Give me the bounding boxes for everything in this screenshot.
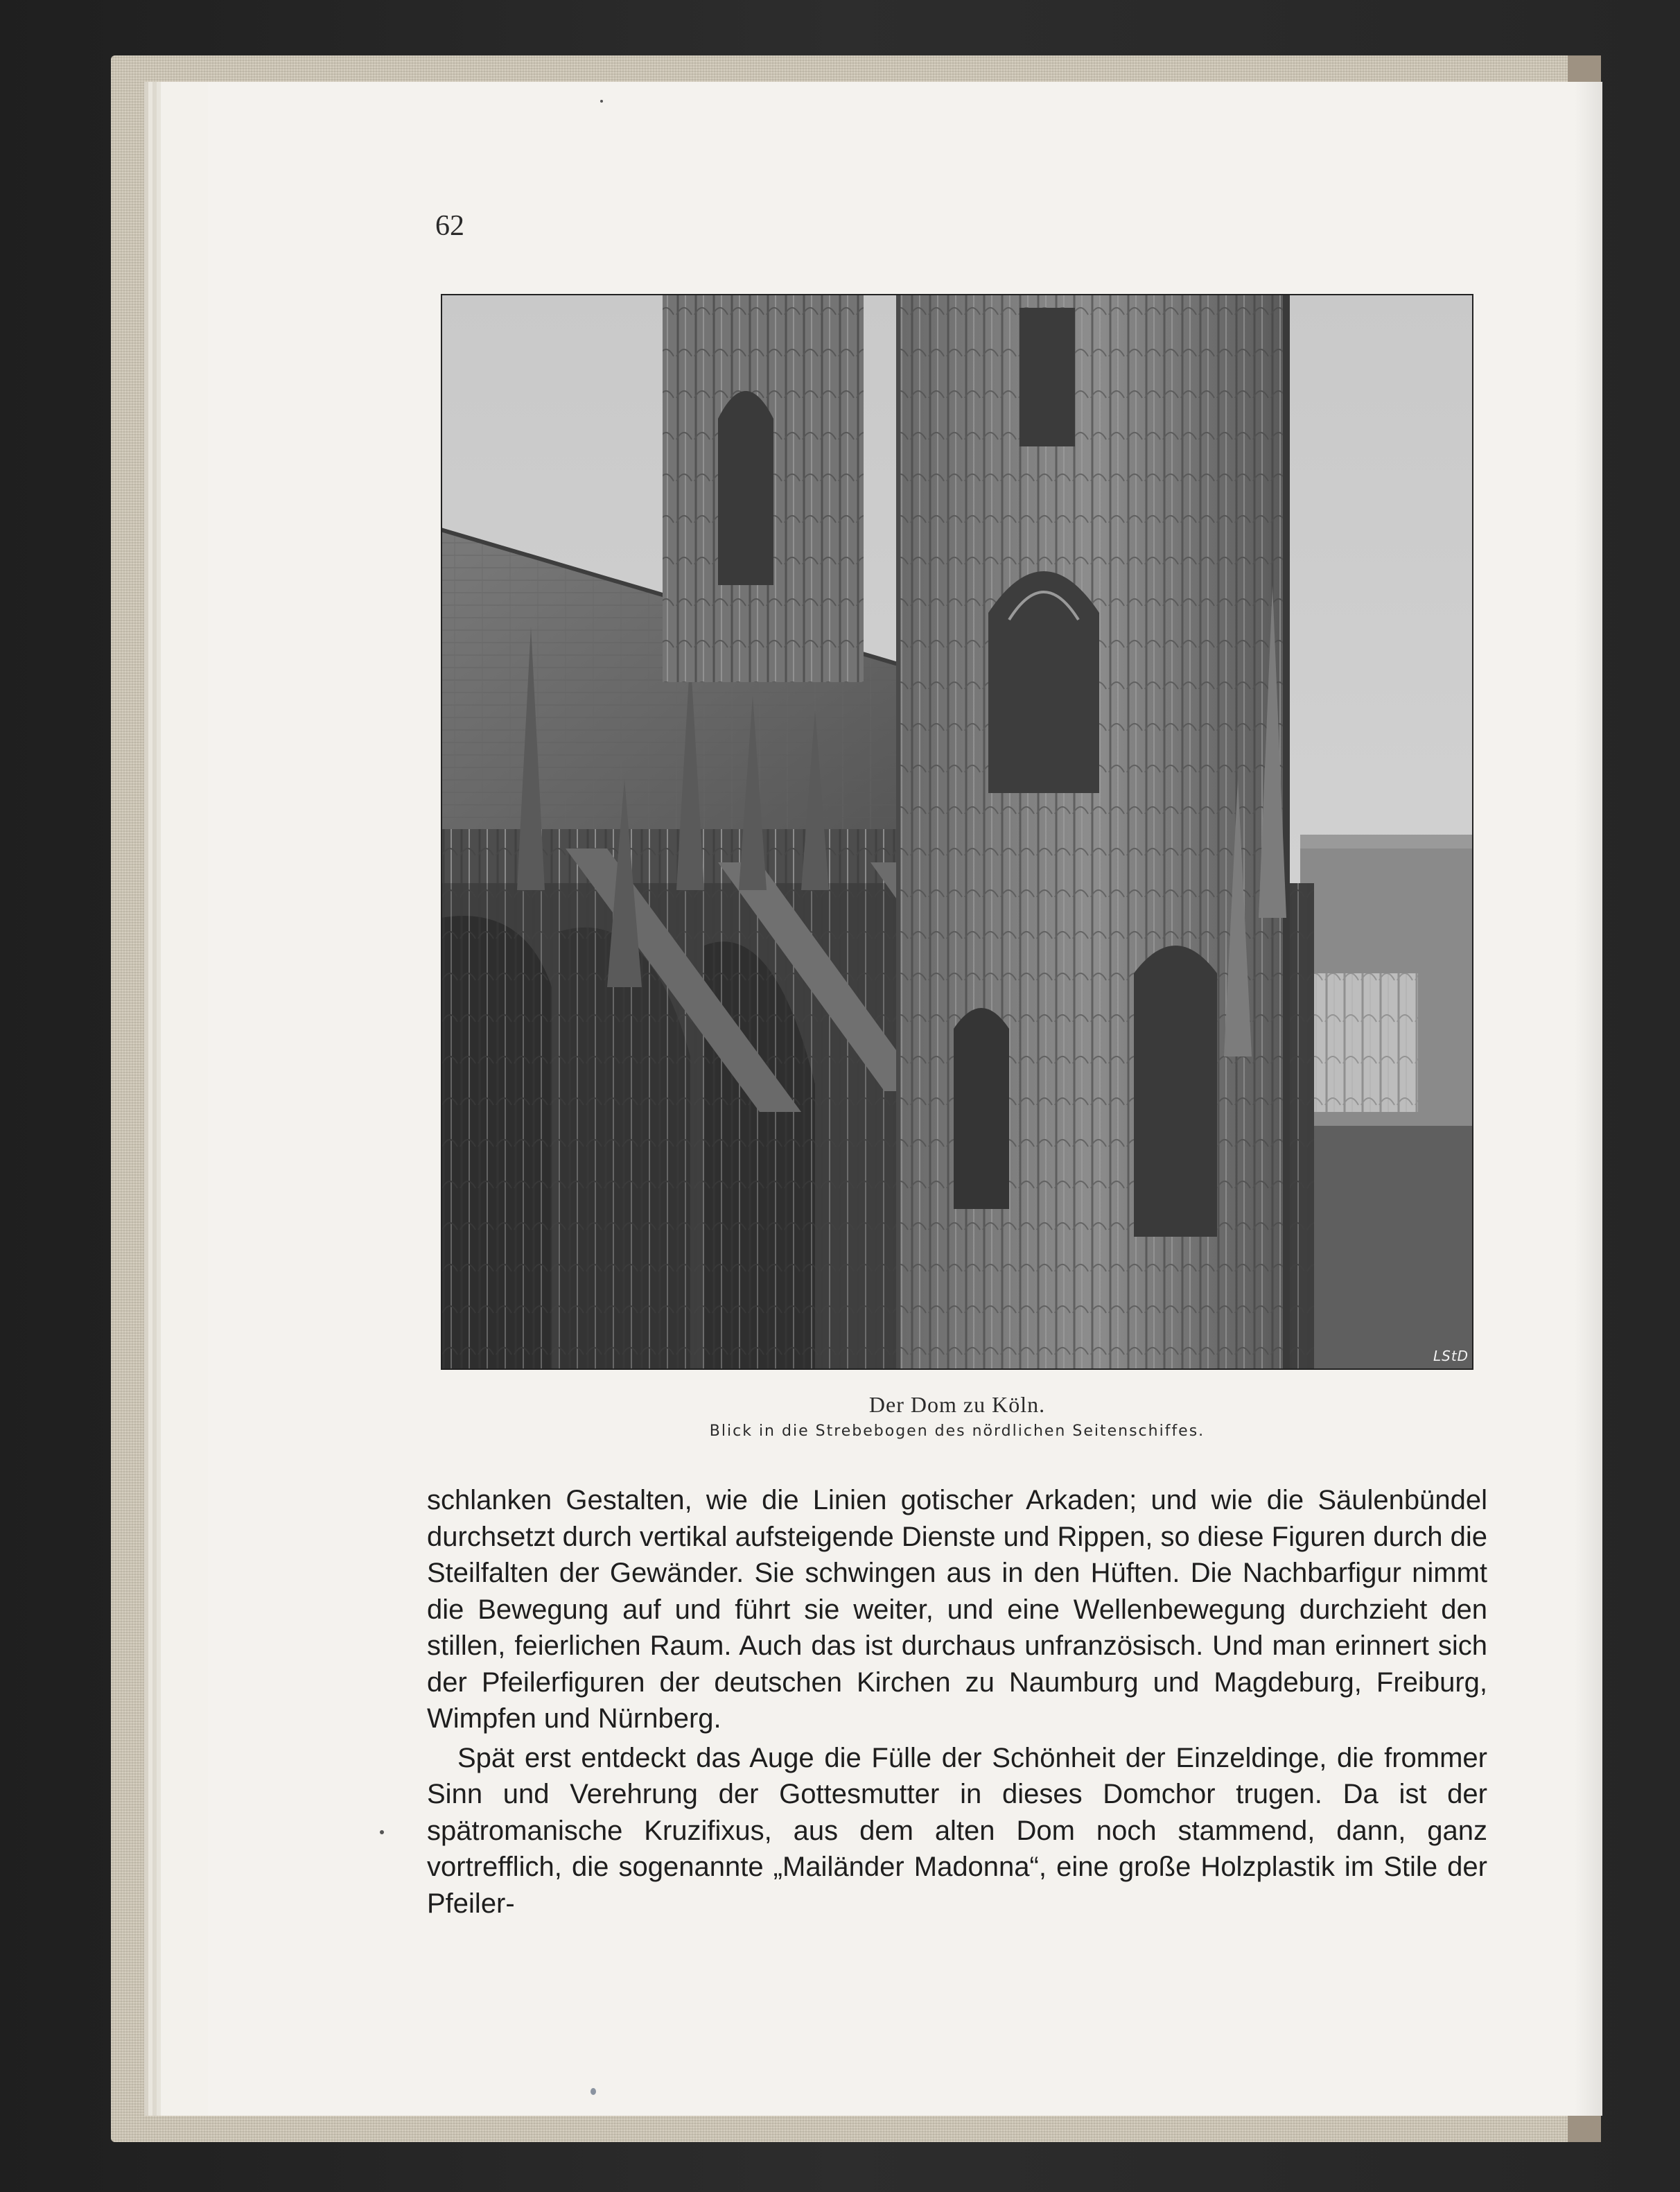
ink-speck: [380, 1830, 384, 1834]
cathedral-photo: [441, 294, 1473, 1370]
paragraph: Spät erst entdeckt das Auge die Fülle der Schönheit der Einzeldinge, die frommer Sinn und Verehrung der Gottesmutter in dieses Domchor trugen. Da ist der spätromanische Kruzifixus, aus dem alten Dom noch stammend, dann, ganz vortrefflich, die sogenannte „Mailänder Madonna“, eine große Holzplastik im Stile der Pfeiler-: [427, 1742, 1487, 1919]
ink-speck: [590, 2088, 596, 2095]
ink-speck: [600, 100, 603, 103]
paragraph: schlanken Gestalten, wie die Linien gotischer Arkaden; und wie die Säulenbündel durchsetzt durch vertikal aufsteigende Dienste und Rippen, so diese Figuren durch die Steilfalten der Gewänder. Sie schwingen aus in den Hüften. Die Nachbarfigur nimmt die Bewegung auf und führt sie weiter, und eine Wellenbewegung durchzieht den stillen, feierlichen Raum. Auch das ist durchaus unfranzösisch. Und man erinnert sich der Pfeilerfiguren der deutschen Kirchen zu Naumburg und Magdeburg, Freiburg, Wimpfen und Nürnberg.: [427, 1485, 1487, 1734]
photographer-monogram: LStD: [1433, 1348, 1469, 1364]
page-number: 62: [435, 210, 464, 242]
figure-caption-subtitle: Blick in die Strebebogen des nördlichen Seitenschiffes.: [709, 1423, 1205, 1440]
cathedral-photo-graphic: [441, 294, 1473, 1370]
body-text: [427, 1482, 1487, 1922]
figure-caption-title: Der Dom zu Köln.: [868, 1392, 1046, 1417]
